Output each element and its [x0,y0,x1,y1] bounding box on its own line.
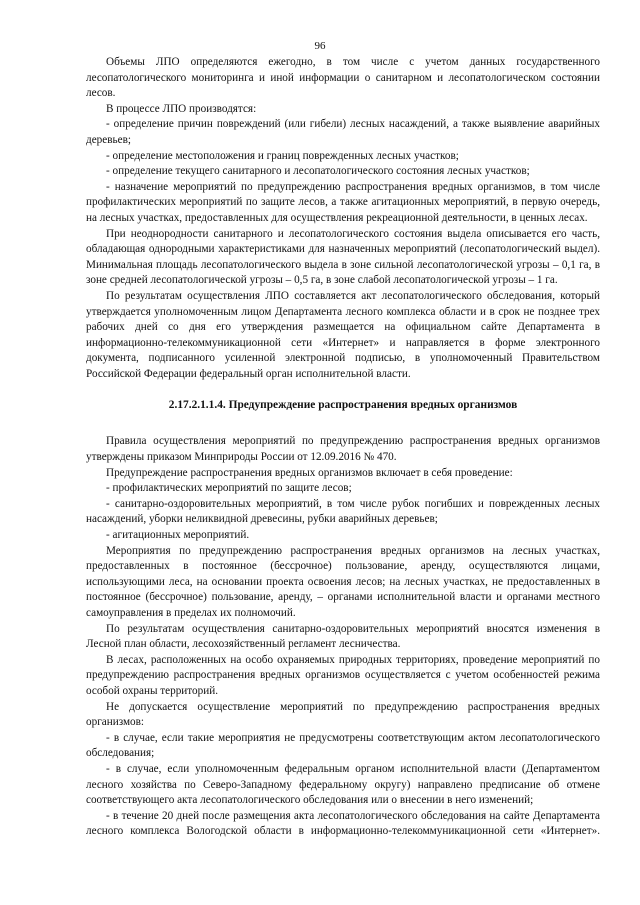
page-number: 96 [314,40,326,52]
paragraph: В процессе ЛПО производятся: [106,102,257,115]
list-item: - санитарно-оздоровительных мероприятий, в том числе рубок погибших и поврежденных лесных насаждений, уборки неликвидной древесины, рубки аварийных деревьев; [86,497,600,526]
list-item: - назначение мероприятий по предупреждению распространения вредных организмов, в том числе профилактических мероприятий по защите лесов, а также агитационных мероприятий, в первую очередь, на лесных участках, предоставленных для осуществления рекреационной деятельности, в ценных лесах. [86,180,600,224]
paragraph: В лесах, расположенных на особо охраняемых природных территориях, проведение мероприятий по предупреждению распространения вредных организмов осуществляется с учетом особенностей режима особой охраны территорий. [86,653,600,697]
list-item: - агитационных мероприятий. [106,529,250,542]
paragraph: Правила осуществления мероприятий по предупреждению распространения вредных организмов утверждены приказом Минприроды России от 12.09.2016 № 470. [86,435,600,464]
paragraph: При неоднородности санитарного и лесопатологического состояния выдела описывается его часть, обладающая однородными характеристиками для назначенных мероприятий (лесопатологический выдел). Минимальная площадь лесопатологического выдела в зоне сильной лесопатологической угрозы – 0,1 га, в зоне средней лесопатологической угрозы – 0,5 га, в зоне слабой лесопатологической угрозы – 1 га. [86,227,600,287]
paragraph: По результатам осуществления ЛПО составляется акт лесопатологического обследования, который утверждается уполномоченным лицом Департамента лесного комплекса области и в срок не позднее трех рабочих дней со дня его утверждения размещается на официальном сайте Департамента в информационно-телекоммуникационной сети «Интернет» и направляется в форме электронного документа, подписанного усиленной электронной подписью, в уполномоченный Правительством Российской Федерации федеральный орган исполнительной власти. [86,289,600,380]
list-item: - профилактических мероприятий по защите лесов; [106,482,352,495]
paragraph: Мероприятия по предупреждению распространения вредных организмов на лесных участках, предоставленных в постоянное (бессрочное) пользование, аренду, осуществляются лицами, использующими леса, на основании проекта освоения лесов; на лесных участках, не предоставленных в постоянное (бессрочное) пользование, аренду, – органами исполнительной власти и органами местного самоуправления в пределах их полномочий. [86,544,600,619]
list-item: - в случае, если такие мероприятия не предусмотрены соответствующим актом лесопатологического обследования; [86,731,600,760]
page-body [86,55,600,840]
list-item: - в случае, если уполномоченным федеральным органом исполнительной власти (Департаментом лесного хозяйства по Северо-Западному федеральному округу) направлено предписание об отмене соответствующего акта лесопатологического обследования или о внесении в него изменений; [86,762,600,807]
list-item: - определение текущего санитарного и лесопатологического состояния лесных участков; [106,165,530,178]
paragraph: По результатам осуществления санитарно-оздоровительных мероприятий вносятся изменения в Лесной план области, лесохозяйственный регламент лесничества. [86,622,600,651]
paragraph: Предупреждение распространения вредных организмов включает в себя проведение: [106,466,513,479]
paragraph: Не допускается осуществление мероприятий по предупреждению распространения вредных организмов: [86,700,600,729]
list-item: - в течение 20 дней после размещения акта лесопатологического обследования на сайте Департамента лесного комплекса Вологодской области в информационно-телекоммуникационной сети «Интернет». [86,809,600,838]
list-item: - определение местоположения и границ поврежденных лесных участков; [106,149,459,162]
paragraph: Объемы ЛПО определяются ежегодно, в том числе с учетом данных государственного лесопатологического мониторинга и иной информации о санитарном и лесопатологическом состоянии лесов. [86,56,600,100]
list-item: - определение причин повреждений (или гибели) лесных насаждений, а также выявление аварийных деревьев; [86,118,600,146]
section-heading: 2.17.2.1.1.4. Предупреждение распространения вредных организмов [168,399,518,412]
